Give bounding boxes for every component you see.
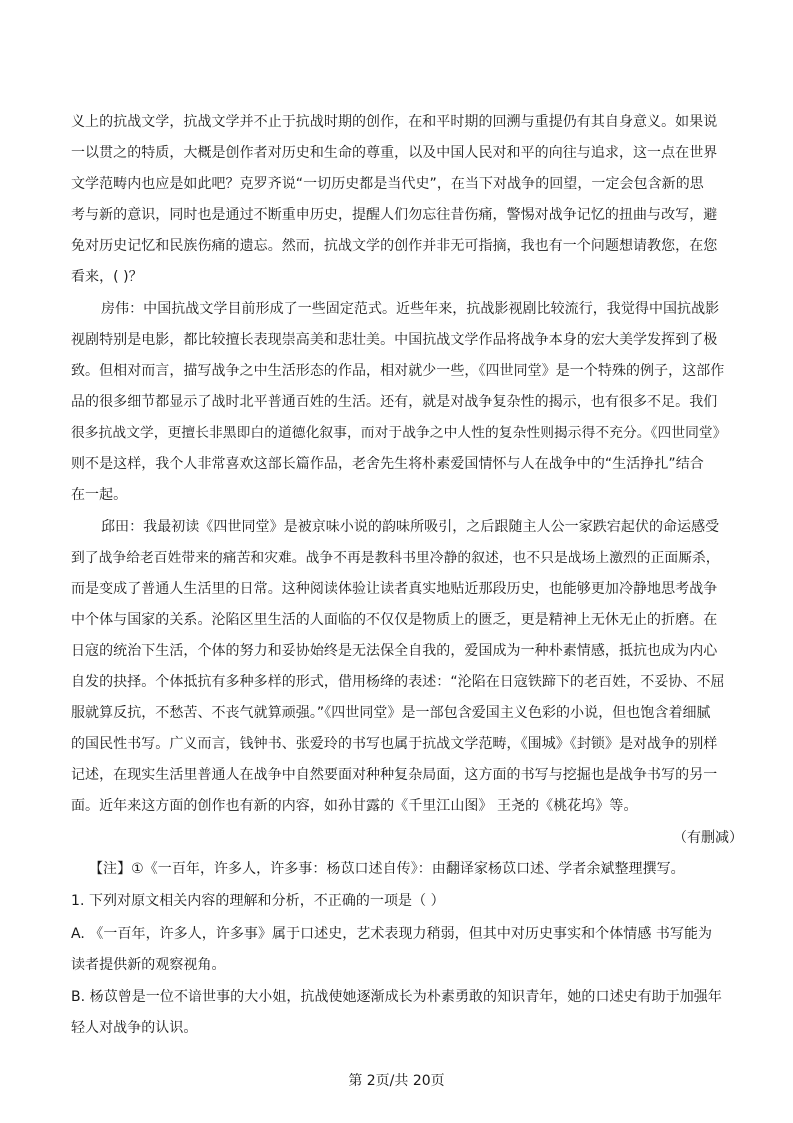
page-number: 第 2页/共 20页 bbox=[348, 1073, 445, 1089]
option-b-line: 轻人对战争的认识。 bbox=[71, 1020, 198, 1036]
text-line: 在一起。 bbox=[71, 487, 128, 503]
text-line: 视剧特别是电影，都比较擅长表现崇高美和悲壮美。中国抗战文学作品将战争本身的宏大美学发挥到了极 bbox=[71, 332, 718, 348]
text-line: 义上的抗战文学，抗战文学并不止于抗战时期的创作，在和平时期的回溯与重提仍有其自身意义。如果说 bbox=[71, 114, 718, 130]
text-line: 一以贯之的特质，大概是创作者对历史和生命的尊重，以及中国人民对和平的向往与追求，这一点在世界 bbox=[71, 145, 718, 161]
text-line: 的国民性书写。广义而言，钱钟书、张爱玲的书写也属于抗战文学范畴，《围城》《封锁》是对战争的别样 bbox=[71, 736, 718, 752]
text-line: 到了战争给老百姓带来的痛苦和灾难。战争不再是教科书里冷静的叙述，也不只是战场上激烈的正面厮杀， bbox=[71, 550, 720, 566]
text-line: 免对历史记忆和民族伤痛的遗忘。然而，抗战文学的创作并非无可指摘，我也有一个问题想请教您，在您 bbox=[71, 238, 718, 254]
text-line: 中个体与国家的关系。沦陷区里生活的人面临的不仅仅是物质上的匮乏，更是精神上无休无止的折磨。在 bbox=[71, 612, 718, 628]
text-line: 记述，在现实生活里普通人在战争中自然要面对种种复杂局面，这方面的书写与挖掘也是战争书写的另一 bbox=[71, 767, 718, 783]
text-line: 面。近年来这方面的创作也有新的内容，如孙甘露的《千里江山图》 王尧的《桃花坞》等。 bbox=[71, 798, 638, 814]
text-line: 房伟：中国抗战文学目前形成了一些固定范式。近些年来，抗战影视剧比较流行，我觉得中国抗战影 bbox=[101, 301, 720, 317]
footnote: 【注】①《一百年，许多人，许多事：杨苡口述自传》：由翻译家杨苡口述、学者余斌整理撰写。 bbox=[89, 861, 685, 877]
text-line: 服就算反抗，不愁苦、不丧气就算顽强。”《四世同堂》是一部包含爱国主义色彩的小说，但也饱含着细腻 bbox=[71, 705, 711, 721]
option-a-line: A. 《一百年，许多人，许多事》属于口述史，艺术表现力稍弱，但其中对历史事实和个体情感 书写能为 bbox=[71, 926, 713, 942]
abridged-note: （有删减） bbox=[673, 830, 743, 846]
text-line: 考与新的意识，同时也是通过不断重申历史，提醒人们勿忘往昔伤痛，警惕对战争记忆的扭曲与改写，避 bbox=[71, 207, 718, 223]
text-line: 而是变成了普通人生活里的日常。这种阅读体验让读者真实地贴近那段历史，也能够更加冷静地思考战争 bbox=[71, 581, 718, 597]
text-line: 则不是这样，我个人非常喜欢这部长篇作品，老舍先生将朴素爱国情怀与人在战争中的“生活挣扎”结合 bbox=[71, 456, 704, 472]
text-line: 文学范畴内也应是如此吧？克罗齐说“一切历史都是当代史”，在当下对战争的回望，一定会包含新的思 bbox=[71, 176, 704, 192]
text-line: 日寇的统治下生活，个体的努力和妥协始终是无法保全自我的，爱国成为一种朴素情感，抵抗也成为内心 bbox=[71, 643, 718, 659]
text-line: 看来，( )？ bbox=[71, 269, 143, 285]
question-stem: 1. 下列对原文相关内容的理解和分析，不正确的一项是（ ） bbox=[71, 893, 445, 909]
text-line: 很多抗战文学，更擅长非黑即白的道德化叙事，而对于战争之中人性的复杂性则揭示得不充分。《四世同堂》 bbox=[71, 425, 727, 441]
text-line: 品的很多细节都显示了战时北平普通百姓的生活。还有，就是对战争复杂性的揭示，也有很多不足。我们 bbox=[71, 394, 718, 410]
option-a-line: 读者提供新的观察视角。 bbox=[71, 957, 226, 973]
option-b-line: B. 杨苡曾是一位不谙世事的大小姐，抗战使她逐渐成长为朴素勇敢的知识青年，她的口述史有助于加强年 bbox=[71, 989, 722, 1005]
text-line: 邱田：我最初读《四世同堂》是被京味小说的韵味所吸引，之后跟随主人公一家跌宕起伏的命运感受 bbox=[101, 519, 720, 535]
text-line: 致。但相对而言，描写战争之中生活形态的作品，相对就少一些，《四世同堂》是一个特殊的例子，这部作 bbox=[71, 363, 725, 379]
text-line: 自发的抉择。个体抵抗有多种多样的形式，借用杨绛的表述：“沦陷在日寇铁蹄下的老百姓，不妥协、不屈 bbox=[71, 674, 725, 690]
